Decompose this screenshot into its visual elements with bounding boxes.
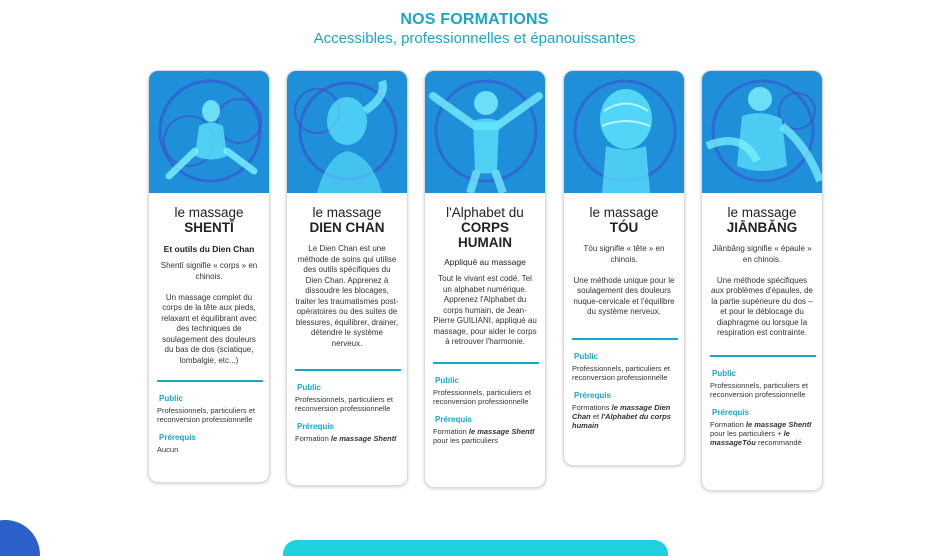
card-image-head-figure [287,71,407,193]
card-description: Jiānbǎng signifie « épaule » en chinois. Une méthode spécifiques aux problèmes d'épaules, de la partie supérieure du dos – et pour le déblocage du diaphragme ou lorsque la respiration est contrainte. [710,244,814,337]
formation-card-dien-chan[interactable] [286,70,408,486]
prerequis-value: Formation le massage Shentī [295,434,397,443]
card-description: Tóu signifie « tête » en chinois. Une méthode unique pour le soulagement des douleurs nuque-cervicale et l'équilibre du système nerveux. [573,244,675,316]
public-value: Professionnels, particuliers et reconversion professionnelle [433,387,531,406]
card-description: Tout le vivant est codé. Tel un alphabet numérique. Apprenez l'Alphabet du corps humain, de Jean-Pierre GUILIANI, appliqué au massage, pour aider le corps à retrouver l'harmonie. [433,274,537,346]
prerequis-value: Formation le massage Shentī pour les particuliers + le massageTóu recommandé [710,419,812,447]
prerequis-label: Prérequis [159,433,196,442]
public-label: Public [574,351,599,361]
card-image-body-figure [149,71,269,193]
card-divider [157,380,263,382]
public-label: Public [297,383,322,392]
card-divider [710,355,816,357]
card-image-arms-open-figure [425,71,545,193]
card-divider [295,369,401,371]
card-title-line1: l'Alphabet du [446,205,524,220]
formation-card-jianbang[interactable] [701,70,823,491]
card-title-line2: CORPS HUMAIN [458,220,512,250]
public-value: Professionnels, particuliers et reconversion professionnelle [157,406,255,424]
public-value: Professionnels, particuliers et reconversion professionnelle [572,363,670,382]
formation-card-alphabet[interactable] [424,70,546,488]
prerequis-label: Prérequis [435,414,472,424]
decorative-blob [0,520,40,556]
card-title-line2: JIĀNBǍNG [726,220,798,235]
card-subtitle: Et outils du Dien Chan [163,244,255,254]
card-title-line2: TÓU [609,220,639,235]
card-title-line1: le massage [589,205,659,220]
card-title-line1: le massage [312,205,382,220]
prerequis-value: Formations le massage Dien Chan et l'Alphabet du corps humain [572,402,671,430]
prerequis-label: Prérequis [574,390,611,400]
public-label: Public [435,375,460,385]
card-image-seated-figure [702,71,822,193]
formation-card-shenti[interactable] [148,70,270,483]
section-title: NOS FORMATIONS [400,11,549,28]
public-value: Professionnels, particuliers et reconversion professionnelle [295,395,393,413]
public-value: Professionnels, particuliers et reconversion professionnelle [710,380,808,399]
card-title-line2: DIEN CHAN [309,220,385,235]
card-divider [433,362,539,364]
card-image-head-profile [564,71,684,193]
prerequis-label: Prérequis [297,422,334,431]
card-divider [572,338,678,340]
prerequis-value: Aucun [157,445,179,454]
formation-card-tou[interactable] [563,70,685,466]
prerequis-label: Prérequis [712,407,749,417]
cta-button[interactable] [283,540,668,556]
card-subtitle: Appliqué au massage [444,257,526,267]
card-description: Le Dien Chan est une méthode de soins qui utilise des outils spécifiques du Dien Chan. Apprenez à dissoudre les blocages, traiter les traumatismes post-opératoires ou des suites de blessures, équilibrer, drainer, détendre le système nerveux. [295,244,399,348]
public-label: Public [712,368,737,378]
card-title-line1: le massage [727,205,797,220]
prerequis-value: Formation le massage Shentī pour les particuliers [433,426,535,445]
card-title-line1: le massage [174,205,244,220]
public-label: Public [159,394,184,403]
section-subtitle: Accessibles, professionnelles et épanouissantes [313,30,636,47]
card-title-line2: SHENTĪ [184,220,234,235]
card-description: Shentī signifie « corps » en chinois. Un massage complet du corps de la tête aux pieds, relaxant et équilibrant avec des techniques de soulagement des douleurs du bas de dos (sciatique, lombalgie, etc...) [160,261,258,365]
section-header [0,10,949,48]
